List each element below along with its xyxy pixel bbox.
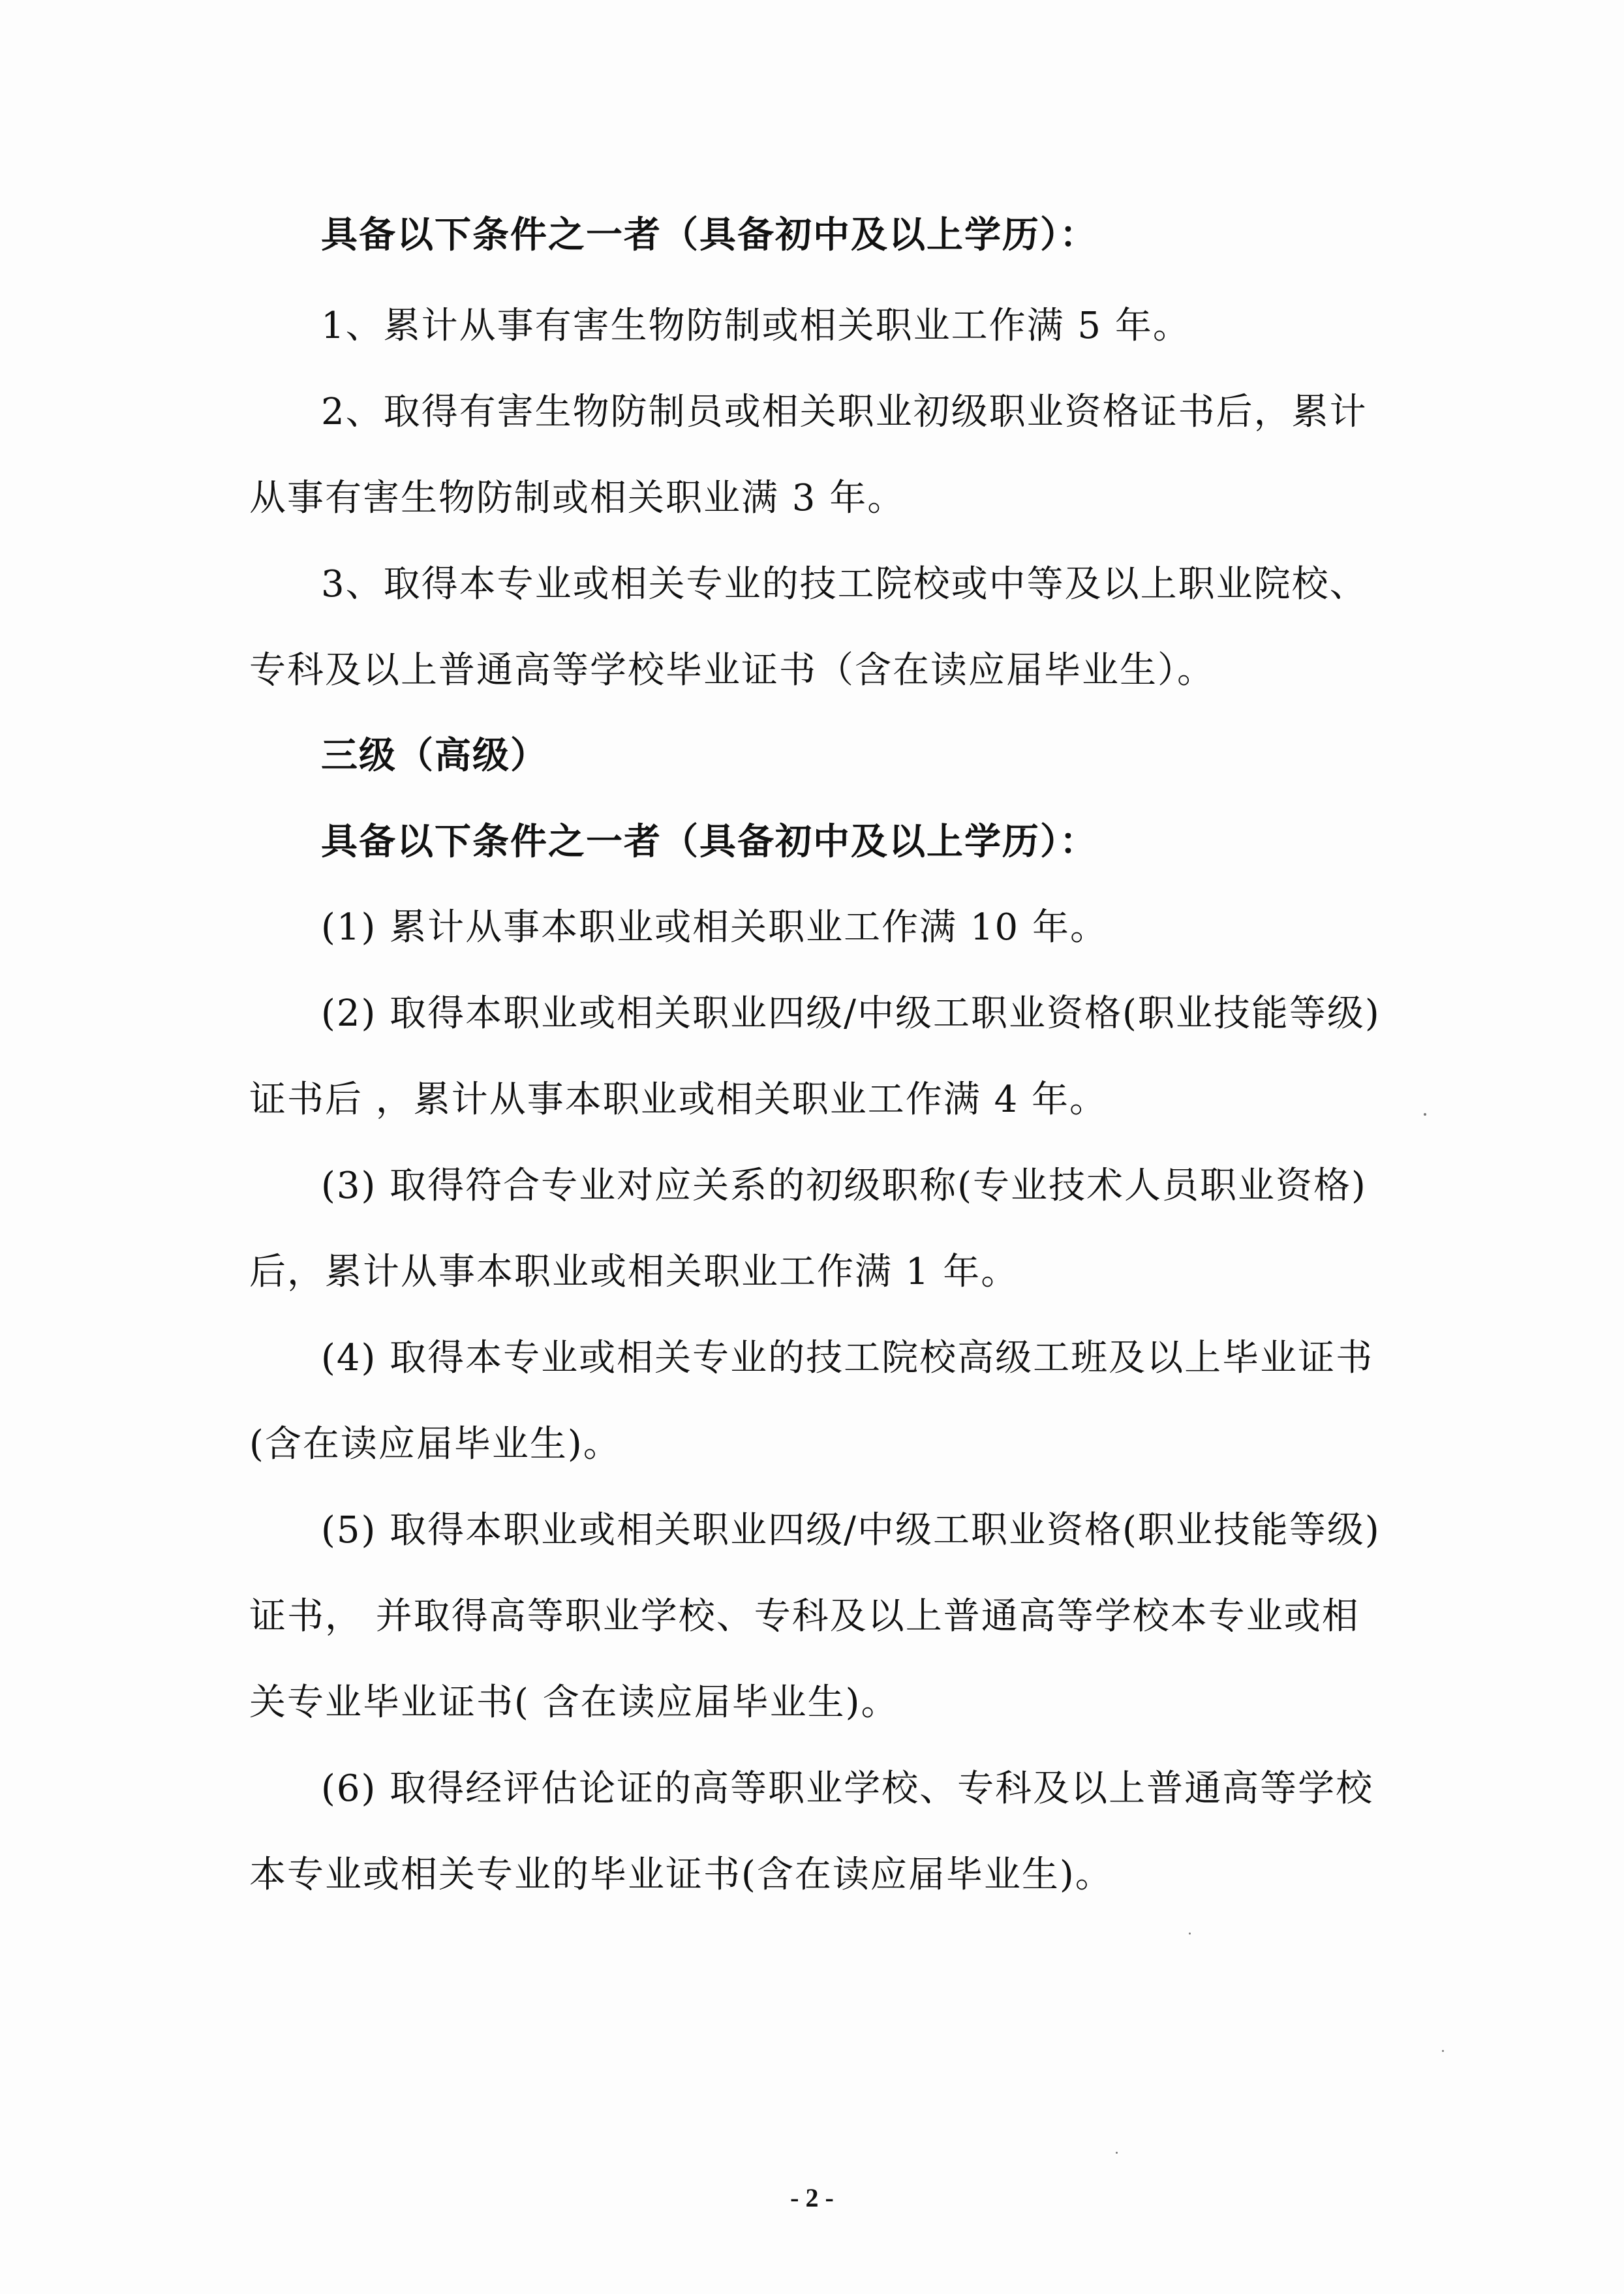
condition-item-2-line-1: 2、取得有害生物防制员或相关职业初级职业资格证书后，累计 [321,391,1368,433]
condition-item-1: 1、累计从事有害生物防制或相关职业工作满 5 年。 [321,305,1191,347]
senior-item-3-line-1: (3) 取得符合专业对应关系的初级职称(专业技术人员职业资格) [321,1165,1367,1207]
condition-heading-intermediate: 具备以下条件之一者（具备初中及以上学历）： [321,213,1097,256]
senior-item-5-line-3: 关专业毕业证书( 含在读应届毕业生)。 [249,1681,899,1724]
senior-item-2-line-2: 证书后 ，累计从事本职业或相关职业工作满 4 年。 [249,1078,1108,1121]
senior-item-5-line-1: (5) 取得本职业或相关职业四级/中级工职业资格(职业技能等级) [321,1509,1381,1552]
scan-speck [1424,1113,1426,1116]
level-heading-senior: 三级（高级） [321,734,548,777]
senior-item-2-line-1: (2) 取得本职业或相关职业四级/中级工职业资格(职业技能等级) [321,992,1381,1035]
scan-speck [1442,2050,1444,2052]
senior-item-4-line-1: (4) 取得本专业或相关专业的技工院校高级工班及以上毕业证书 [321,1337,1374,1379]
senior-item-6-line-1: (6) 取得经评估论证的高等职业学校、专科及以上普通高等学校 [321,1767,1374,1810]
condition-item-3-line-2: 专科及以上普通高等学校毕业证书（含在读应届毕业生）。 [249,649,1215,692]
senior-item-6-line-2: 本专业或相关专业的毕业证书(含在读应届毕业生)。 [249,1854,1113,1896]
condition-item-3-line-1: 3、取得本专业或相关专业的技工院校或中等及以上职业院校、 [321,563,1368,605]
senior-item-4-line-2: (含在读应届毕业生)。 [249,1423,621,1465]
scan-speck [1189,1933,1191,1935]
scan-speck [1116,2152,1118,2154]
condition-heading-senior: 具备以下条件之一者（具备初中及以上学历）： [321,820,1097,863]
senior-item-5-line-2: 证书， 并取得高等职业学校、专科及以上普通高等学校本专业或相 [249,1595,1360,1638]
page-number: - 2 - [790,2183,834,2212]
senior-item-3-line-2: 后，累计从事本职业或相关职业工作满 1 年。 [249,1251,1019,1293]
senior-item-1: (1) 累计从事本职业或相关职业工作满 10 年。 [321,906,1108,949]
condition-item-2-line-2: 从事有害生物防制或相关职业满 3 年。 [249,477,906,519]
